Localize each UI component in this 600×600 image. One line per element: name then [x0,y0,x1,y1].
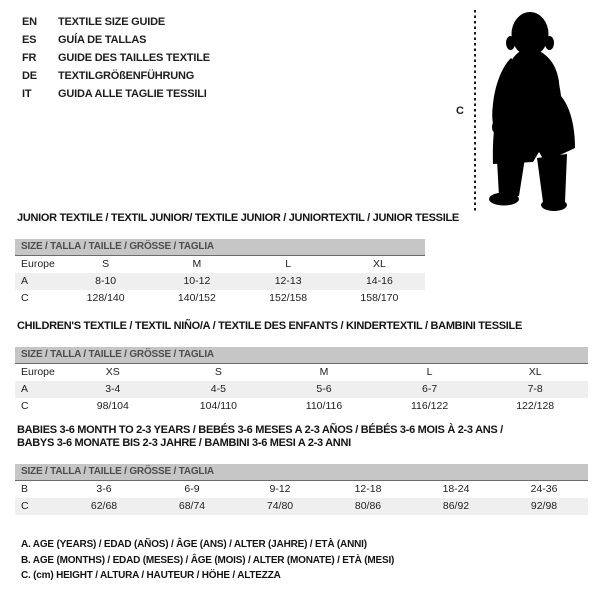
table-cell: S [214,366,222,378]
table-cell: L [285,258,292,270]
table-cell: 6-7 [421,383,438,395]
table-cell: 116/122 [410,400,449,412]
table-cell: 92/98 [530,500,558,512]
size-header-bar: SIZE / TALLA / TAILLE / GRÖSSE / TAGLIA [15,347,588,364]
table-cell: 122/128 [516,400,555,412]
language-row [22,85,210,103]
table-cell: 98/104 [96,400,129,412]
row-label: A [21,275,29,287]
table-title-line: BABIES 3-6 MONTH TO 2-3 YEARS / BEBÉS 3-6 MESES A 2-3 AÑOS / BÉBÉS 3-6 MOIS À 2-3 ANS / [17,424,503,436]
table-title [17,320,588,333]
language-title: GUÍA DE TALLAS [58,34,147,46]
language-list [22,13,210,103]
table-title-line: JUNIOR TEXTILE / TEXTIL JUNIOR/ TEXTILE JUNIOR / JUNIORTEXTIL / JUNIOR TESSILE [17,212,459,224]
table-title [17,212,459,225]
table-cell: 18-24 [442,483,470,495]
table-cell: L [426,366,433,378]
language-code: FR [22,52,37,64]
baby-silhouette-shape [489,12,575,211]
table-cell: 10-12 [183,275,211,287]
language-title: GUIDE DES TAILLES TEXTILE [58,52,210,64]
table-cell: 80/86 [354,500,382,512]
table-cell: 86/92 [442,500,470,512]
size-table-3 [15,424,588,515]
size-header-bar: SIZE / TALLA / TAILLE / GRÖSSE / TAGLIA [15,239,425,256]
note-line: B. AGE (MONTHS) / EDAD (MESES) / ÂGE (MOIS) / ALTER (MONATE) / ETÀ (MESI) [21,554,395,566]
row-label: Europe [21,366,55,378]
table-cell: 158/170 [360,292,399,304]
table-row [15,381,588,398]
table-title-line: CHILDREN'S TEXTILE / TEXTIL NIÑO/A / TEXTILE DES ENFANTS / KINDERTEXTIL / BAMBINI TESSILE [17,320,522,332]
language-title: GUIDA ALLE TAGLIE TESSILI [58,88,207,100]
row-label: A [21,383,29,395]
table-cell: 128/140 [86,292,125,304]
table-cell: 3-6 [96,483,112,495]
table-row [15,498,588,515]
table-cell: 4-5 [210,383,226,395]
table-cell: 3-4 [105,383,121,395]
language-code: DE [22,70,37,82]
table-cell: M [319,366,329,378]
table-title-line: BABYS 3-6 MONATE BIS 2-3 JAHRE / BAMBINI 3-6 MESI A 2-3 ANNI [17,437,351,449]
table-cell: 104/110 [199,400,237,412]
language-row [22,31,210,49]
language-title: TEXTILE SIZE GUIDE [58,16,166,28]
row-label: C [21,400,29,412]
language-title: TEXTILGRÖßENFÜHRUNG [58,70,195,82]
height-measure-label: C [456,105,464,117]
language-code: EN [22,16,37,28]
table-cell: 5-6 [316,383,332,395]
table-row [15,398,588,415]
language-row [22,67,210,85]
table-cell: XL [372,258,386,270]
table-row [15,273,425,290]
table-cell: 12-13 [274,275,302,287]
table-cell: 8-10 [95,275,117,287]
table-cell: 62/68 [90,500,118,512]
row-label: C [21,500,29,512]
height-dashed-line [474,10,476,211]
note-line: A. AGE (YEARS) / EDAD (AÑOS) / ÂGE (ANS) / ALTER (JAHRE) / ETÀ (ANNI) [21,539,367,550]
table-row [15,481,588,498]
table-cell: 24-36 [530,483,558,495]
row-label: B [21,483,29,495]
table-row [15,364,588,381]
table-cell: 7-8 [527,383,543,395]
table-row [15,256,425,273]
table-cell: 14-16 [365,275,393,287]
language-row [22,49,210,67]
size-table-1 [15,212,459,307]
row-label: Europe [21,258,55,270]
table-cell: 68/74 [178,500,206,512]
table-row [15,290,425,307]
size-table-2 [15,320,588,415]
table-title [17,424,588,450]
table-cell: XL [528,366,542,378]
table-cell: 9-12 [269,483,291,495]
language-row [22,13,210,31]
size-header-bar: SIZE / TALLA / TAILLE / GRÖSSE / TAGLIA [15,464,588,481]
notes-list [15,537,394,584]
table-cell: 12-18 [354,483,382,495]
language-code: ES [22,34,37,46]
table-cell: M [192,258,202,270]
table-cell: 152/158 [269,292,308,304]
row-label: C [21,292,29,304]
baby-silhouette-icon [479,6,579,216]
table-cell: S [102,258,110,270]
language-code: IT [22,88,32,100]
table-cell: 74/80 [266,500,294,512]
table-cell: 110/116 [305,400,343,412]
table-cell: XS [105,366,120,378]
note-line: C. (cm) HEIGHT / ALTURA / HAUTEUR / HÖHE / ALTEZZA [21,570,281,581]
table-cell: 6-9 [184,483,200,495]
table-cell: 140/152 [177,292,216,304]
